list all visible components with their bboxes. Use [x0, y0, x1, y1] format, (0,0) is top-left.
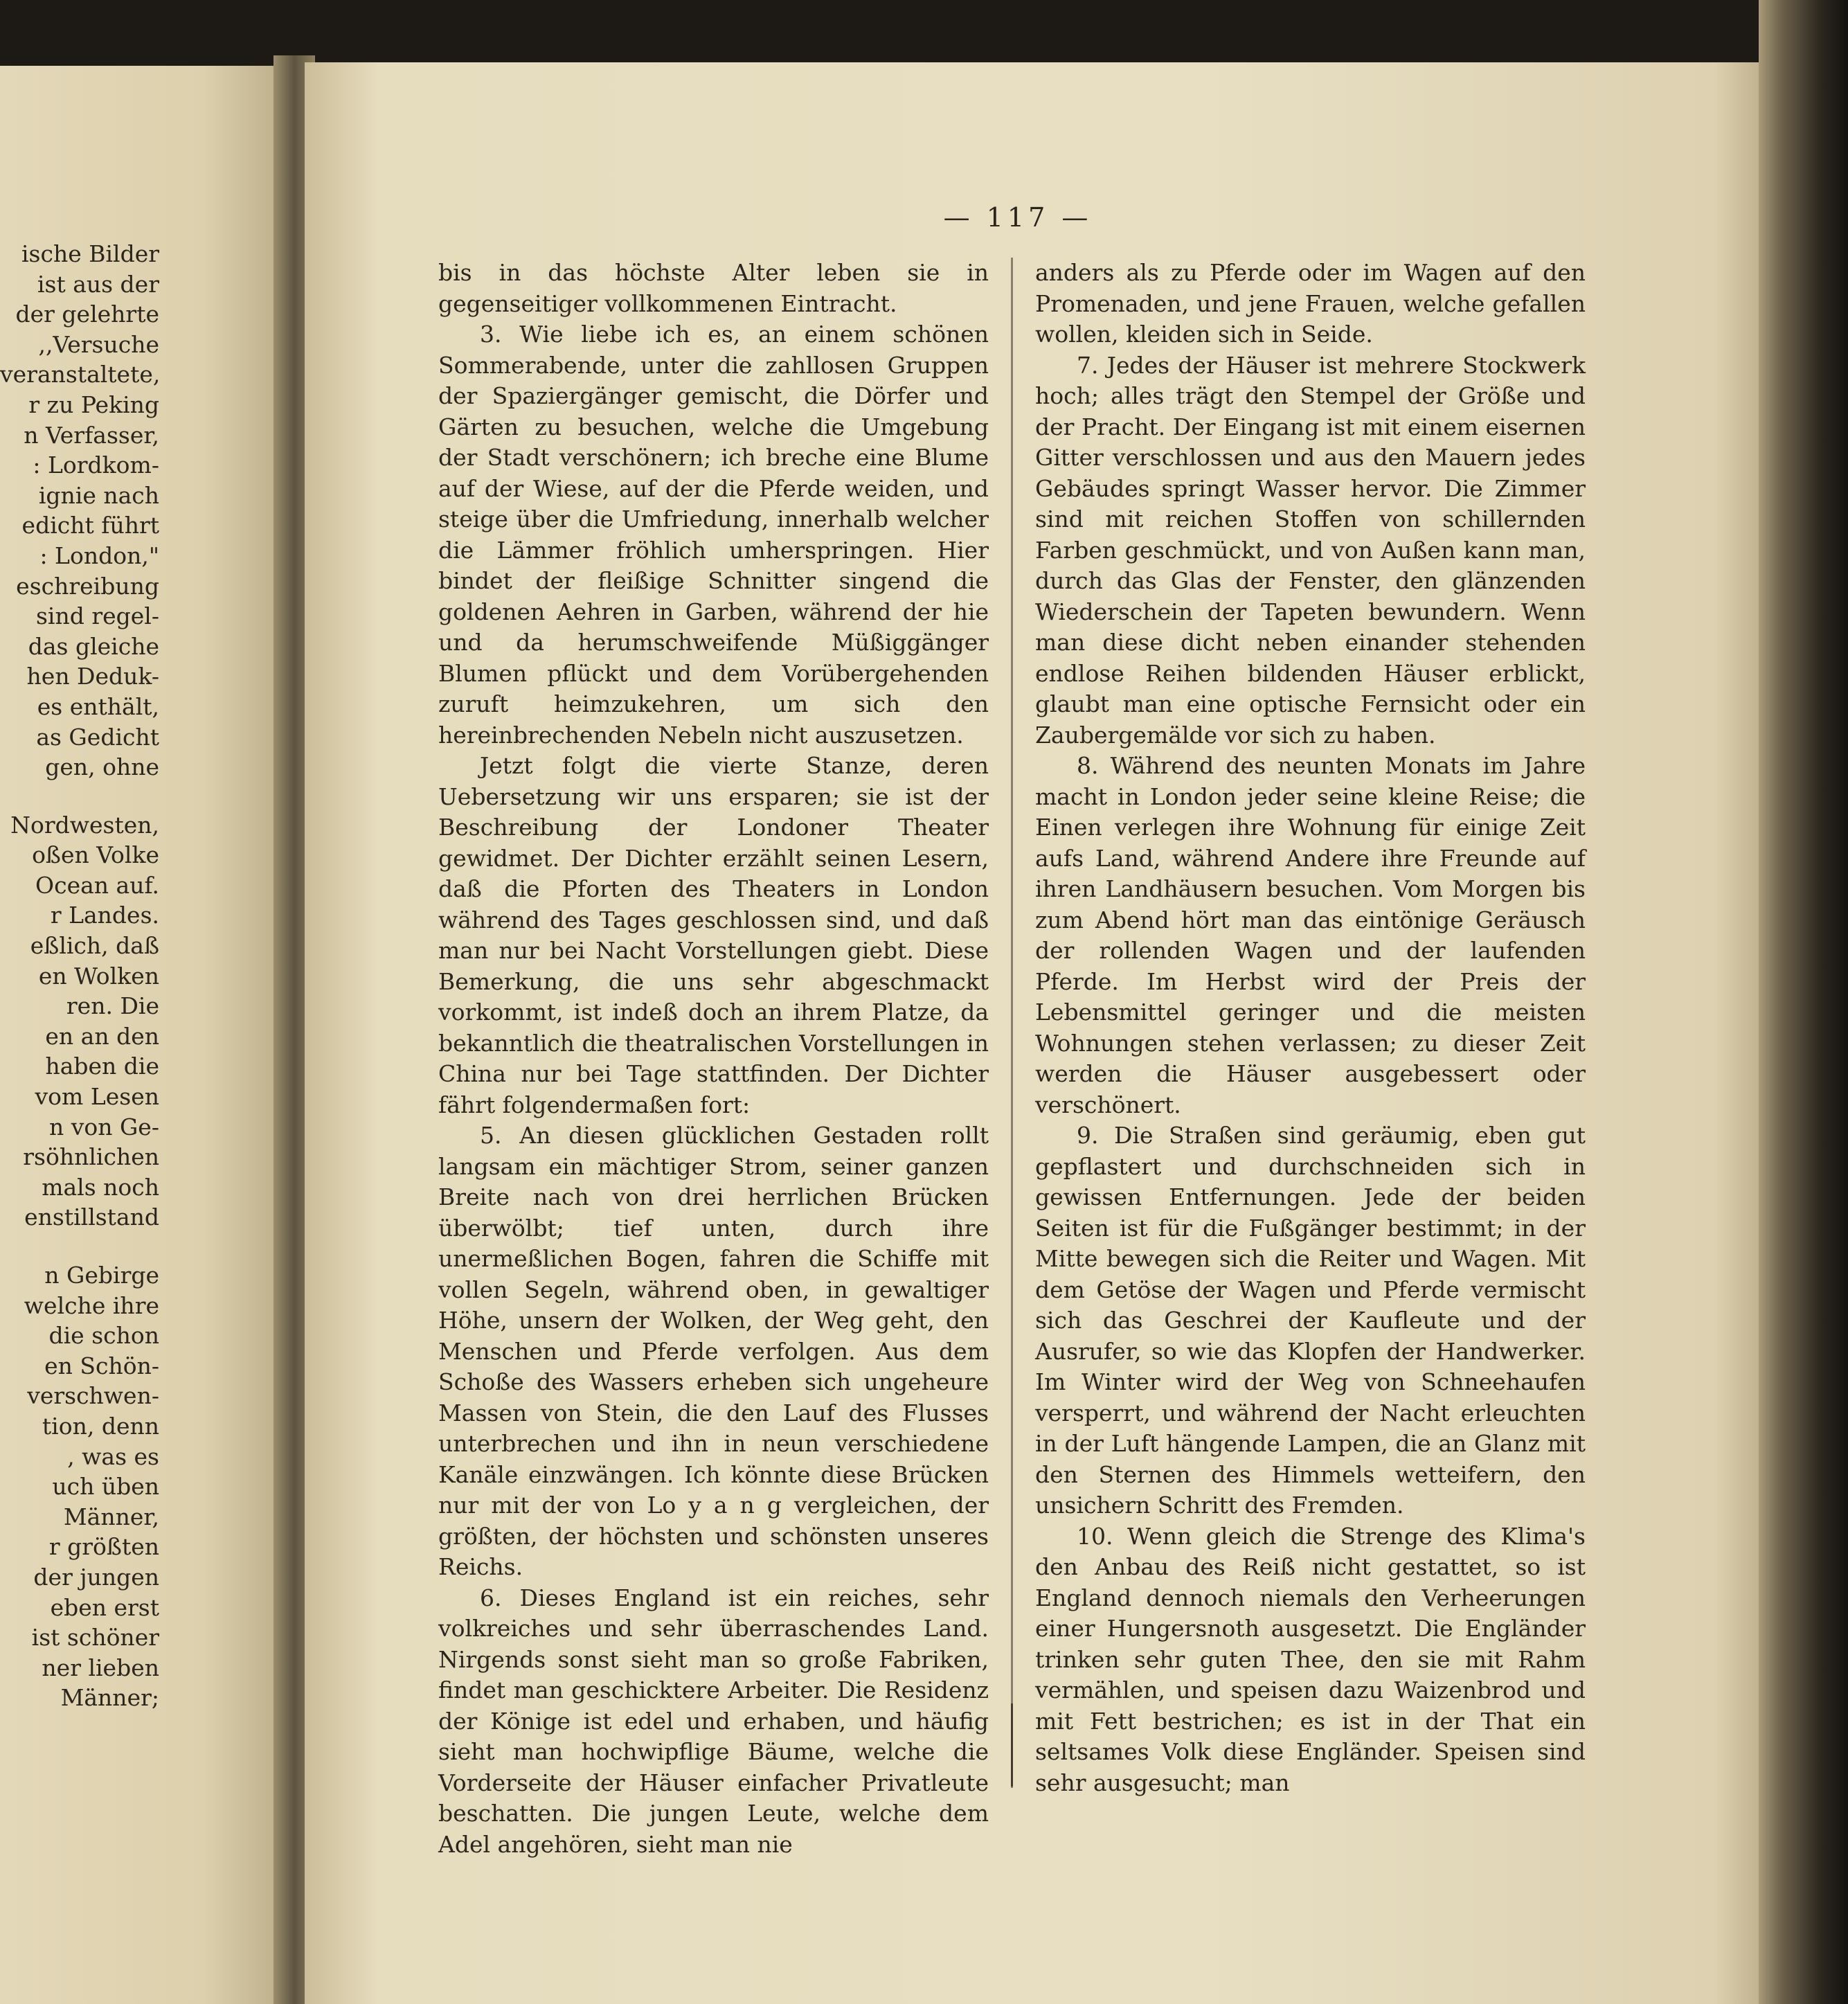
left-fragment-line: ner lieben [42, 1654, 159, 1681]
paragraph: Jetzt folgt die vierte Stanze, deren Uebersetzung wir uns ersparen; sie ist der Beschreibung der Londoner Theater gewidmet. Der Dichter erzählt seinen Lesern, daß die Pforten des Theaters in London während des Tages geschlossen sind, und daß man nur bei Nacht Vorstellungen giebt. Diese Bemerkung, die uns sehr abgeschmackt vorkommt, ist indeß doch an ihrem Platze, da bekanntlich die theatralischen Vorstellungen in China nur bei Tage stattfinden. Der Dichter fährt folgendermaßen fort: [438, 752, 989, 1118]
left-fragment-line: Männer; [60, 1684, 159, 1712]
left-fragment-line: as Gedicht [36, 723, 159, 751]
left-fragment-line: : London," [39, 542, 159, 569]
paragraph: 7. Jedes der Häuser ist mehrere Stockwerk hoch; alles trägt den Stempel der Größe und der Pracht. Der Eingang ist mit einem eisernen Gitter verschlossen und aus den Mauern jedes Gebäudes springt Wasser hervor. Die Zimmer sind mit reichen Stoffen von schillernden Farben geschmückt, und von Außen kann man, durch das Glas der Fenster, den glänzenden Wiederschein der Tapeten bewundern. Wenn man diese dicht neben einander stehenden endlose Reihen bildenden Häuser erblickt, glaubt man eine optische Fernsicht oder ein Zaubergemälde vor sich zu haben. [1035, 351, 1586, 749]
left-fragment-line: enstillstand [24, 1204, 159, 1231]
left-fragment-line: sind regel- [35, 602, 159, 630]
left-fragment-line: mals noch [42, 1173, 159, 1201]
left-fragment-line: : Lordkom- [33, 451, 159, 479]
left-fragment-line: verschwen- [27, 1382, 159, 1410]
paragraph: 5. An diesen glücklichen Gestaden rollt langsam ein mächtiger Strom, seiner ganzen Breite nach von drei herrlichen Brücken überwölbt; tief unten, durch ihre unermeßlichen Bogen, fahren die Schiffe mit vollen Segeln, während oben, in gewaltiger Höhe, unsern der Wolken, der Weg geht, den Menschen und Pferde verfolgen. Aus dem Schoße des Wassers erheben sich ungeheure Massen von Stein, die den Lauf des Flusses unterbrechen und ihn in neun verschiedene Kanäle einzwängen. Ich könnte diese Brücken nur mit der von Lo y a n g vergleichen, der größten, der höchsten und schönsten unseres Reichs. [438, 1122, 989, 1580]
left-fragment-line: eßlich, daß [30, 932, 159, 960]
left-fragment-line: ische Bilder [21, 240, 159, 267]
paragraph: bis in das höchste Alter leben sie in gegenseitiger vollkommenen Eintracht. [438, 259, 989, 317]
left-fragment-line: r Landes. [50, 902, 159, 929]
paragraph: 9. Die Straßen sind geräumig, eben gut gepflastert und durchschneiden sich in gewissen Entfernungen. Jede der beiden Seiten ist für die Fußgänger bestimmt; in der Mitte bewegen sich die Reiter und Wagen. Mit dem Getöse der Wagen und Pferde vermischt sich das Geschrei der Kaufleute und der Ausrufer, so wie das Klopfen der Handwerker. Im Winter wird der Weg von Schneehaufen versperrt, und während der Nacht erleuchten in der Luft hängende Lampen, die an Glanz mit den Sternen des Himmels wetteifern, den unsichern Schritt des Fremden. [1035, 1122, 1586, 1519]
page-number: — 117 — [943, 202, 1093, 233]
column-divider-mark [1011, 1703, 1013, 1787]
left-fragment-line: eschreibung [16, 572, 159, 600]
left-fragment-line: rsöhnlichen [23, 1143, 159, 1171]
left-fragment-line: en Schön- [44, 1352, 159, 1379]
left-fragment-line: n von Ge- [48, 1113, 159, 1140]
paragraph: 8. Während des neunten Monats im Jahre macht in London jeder seine kleine Reise; die Einen verlegen ihre Wohnung für einige Zeit aufs Land, während Andere ihre Freunde auf ihren Landhäusern besuchen. Vom Morgen bis zum Abend hört man das eintönige Geräusch der rollenden Wagen und der laufenden Pferde. Im Herbst wird der Preis der Lebensmittel geringer und die meisten Wohnungen stehen verlassen; zu dieser Zeit werden die Häuser ausgebessert oder verschönert. [1035, 752, 1586, 1118]
paragraph: 10. Wenn gleich die Strenge des Klima's den Anbau des Reiß nicht gestattet, so ist England dennoch niemals den Verheerungen einer Hungersnoth ausgesetzt. Die Engländer trinken sehr guten Thee, den sie mit Rahm vermählen, und speisen dazu Waizenbrod und mit Fett bestrichen; es ist in der That ein seltsames Volk diese Engländer. Speisen sind sehr ausgesucht; man [1035, 1522, 1586, 1796]
column-divider [1011, 258, 1013, 1788]
left-fragment-line: Männer, [63, 1503, 159, 1530]
left-fragment-line: ren. Die [66, 992, 159, 1020]
paragraph: 6. Dieses England ist ein reiches, sehr volkreiches und sehr überraschendes Land. Nirgends sonst sieht man so große Fabriken, findet man geschicktere Arbeiter. Die Residenz der Könige ist edel und erhaben, und häufig sieht man hochwipflige Bäume, welche die Vorderseite der Häuser einfacher Privatleute beschatten. Die jungen Leute, welche dem Adel angehören, sieht man nie [438, 1584, 989, 1858]
left-fragment-line: gen, ohne [45, 753, 159, 781]
left-fragment-line: tion, denn [42, 1412, 159, 1440]
left-fragment-line: ignie nach [38, 481, 159, 509]
left-fragment-line: r größten [48, 1533, 159, 1561]
left-fragment-line: , was es [67, 1442, 159, 1470]
left-fragment-line: ist schöner [31, 1624, 159, 1652]
paragraph: 3. Wie liebe ich es, an einem schönen Sommerabende, unter die zahllosen Gruppen der Spaziergänger gemischt, die Dörfer und Gärten zu besuchen, welche die Umgebung der Stadt verschönern; ich breche eine Blume auf der Wiese, auf der die Pferde weiden, und steige über die Umfriedung, innerhalb welcher die Lämmer fröhlich umherspringen. Hier bindet der fleißige Schnitter singend die goldenen Aehren in Garben, während der hie und da herumschweifende Müßiggänger Blumen pflückt und dem Vorübergehenden zuruft heimzukehren, um sich den hereinbrechenden Nebeln nicht auszusetzen. [438, 321, 989, 749]
left-fragment-line: en Wolken [38, 962, 159, 990]
left-fragment-line: veranstaltete, [0, 361, 161, 388]
left-fragment-line: das gleiche [28, 632, 159, 660]
left-fragment-line: ist aus der [37, 270, 159, 298]
paragraph: anders als zu Pferde oder im Wagen auf den Promenaden, und jene Frauen, welche gefallen wollen, kleiden sich in Seide. [1035, 259, 1586, 348]
left-fragment-line: oßen Volke [32, 841, 159, 869]
left-fragment-line: en an den [45, 1022, 159, 1050]
left-fragment-line: eben erst [50, 1593, 159, 1621]
left-fragment-line: welche ihre [24, 1291, 159, 1319]
left-fragment-line [0, 782, 159, 810]
left-fragment-line: n Gebirge [44, 1262, 159, 1289]
page-edge-shadow [1759, 0, 1848, 2004]
left-text-column [438, 258, 989, 1860]
left-fragment-line: die schon [48, 1322, 159, 1350]
left-fragment-line: uch üben [52, 1473, 159, 1501]
left-fragment-line: edicht führt [21, 512, 159, 539]
left-fragment-line: der gelehrte [15, 301, 159, 328]
left-fragment-line: vom Lesen [35, 1083, 159, 1111]
left-fragment-line: Ocean auf. [35, 871, 159, 899]
left-fragment-line: ,,Versuche [38, 330, 159, 358]
left-fragment-line: der jungen [33, 1563, 159, 1591]
left-fragment-line [0, 1233, 159, 1260]
left-fragment-line: es enthält, [37, 692, 159, 720]
left-fragment-line: Nordwesten, [10, 811, 159, 839]
right-text-column [1035, 258, 1586, 1798]
left-fragment-line: haben die [45, 1053, 159, 1080]
left-fragment-line: n Verfasser, [24, 421, 159, 449]
left-fragment-line: hen Deduk- [26, 663, 159, 690]
left-page-text-fragments [0, 239, 159, 1713]
left-fragment-line: r zu Peking [28, 391, 159, 418]
